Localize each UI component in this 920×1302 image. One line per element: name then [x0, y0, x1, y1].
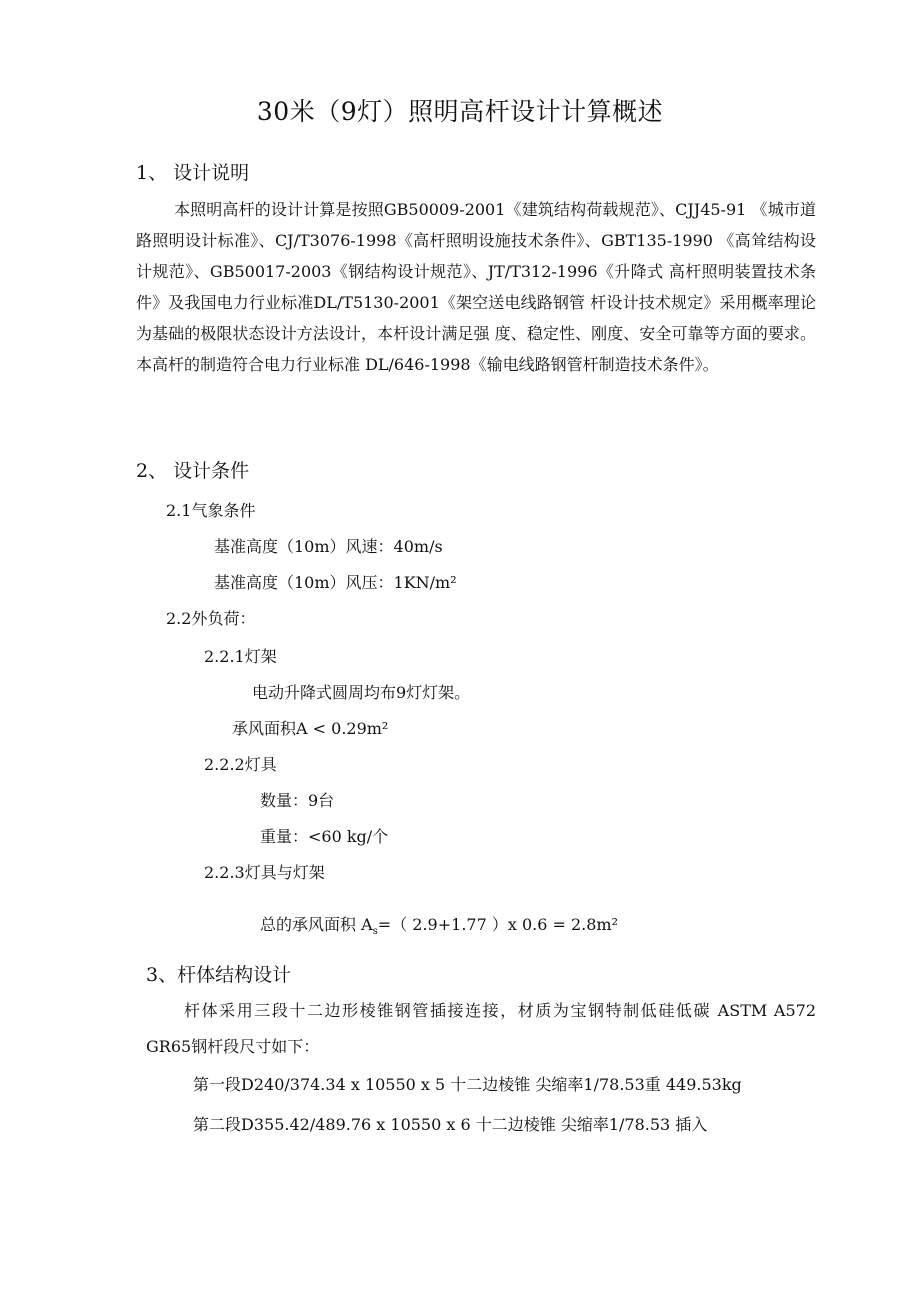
formula-prefix: 总的承风面积 A — [260, 915, 373, 934]
section-2-2-heading: 2.2外负荷： — [166, 609, 256, 628]
section-1-paragraph: 本照明高杆的设计计算是按照GB50009-2001《建筑结构荷载规范》、CJJ45-91 《城市道路照明设计标准》、CJ/T3076-1998《高杆照明设施技术条件》、GBT135-1990 《高耸结构设计规范》、GB50017-2003《钢结构设计规范》、JT/T312-1996《升降式 高杆照明装置技术条件》及我国电力行业标准DL/T5130-2001《架空送电线路钢管 杆设计技术规定》采用概率理论为基础的极限状态设计方法设计，本杆设计满足强 度、稳定性、刚度、安全可靠等方面的要求。本高杆的制造符合电力行业标准 DL/646-1998《输电线路钢管杆制造技术条件》。 — [136, 200, 816, 374]
wind-speed-line: 基准高度（10m）风速：40m/s — [214, 537, 443, 556]
document-title: 30米（9灯）照明高杆设计计算概述 — [256, 97, 664, 126]
lamp-count: 数量：9台 — [260, 791, 335, 810]
section-3-paragraph: 杆体采用三段十二边形棱锥钢管插接连接，材质为宝钢特制低硅低碳 ASTM A572 GR65钢杆段尺寸如下： — [146, 1001, 816, 1056]
section-1-heading: 1、 设计说明 — [136, 162, 250, 184]
lamp-frame-desc: 电动升降式圆周均布9灯灯架。 — [252, 683, 471, 702]
section-2-2-3-heading: 2.2.3灯具与灯架 — [204, 863, 325, 882]
lamp-frame-area: 承风面积A < 0.29m² — [232, 719, 389, 738]
section-2-2-1-heading: 2.2.1灯架 — [204, 647, 277, 666]
total-wind-area-formula — [260, 912, 618, 937]
segment-1-line: 第一段D240/374.34 x 10550 x 5 十二边棱锥 尖缩率1/78.53重 449.53kg — [193, 1075, 742, 1094]
formula-subscript: s — [372, 926, 378, 938]
formula-rest: =（ 2.9+1.77 ）x 0.6 = 2.8m² — [377, 915, 619, 934]
section-3-heading: 3、杆体结构设计 — [146, 964, 292, 986]
section-2-heading: 2、 设计条件 — [136, 460, 250, 482]
lamp-weight: 重量：<60 kg/个 — [260, 827, 389, 846]
section-2-1-heading: 2.1气象条件 — [166, 501, 256, 520]
segment-2-line: 第二段D355.42/489.76 x 10550 x 6 十二边棱锥 尖缩率1/78.53 插入 — [193, 1115, 708, 1134]
section-2-2-2-heading: 2.2.2灯具 — [204, 755, 277, 774]
wind-pressure-line: 基准高度（10m）风压：1KN/m² — [214, 573, 457, 592]
